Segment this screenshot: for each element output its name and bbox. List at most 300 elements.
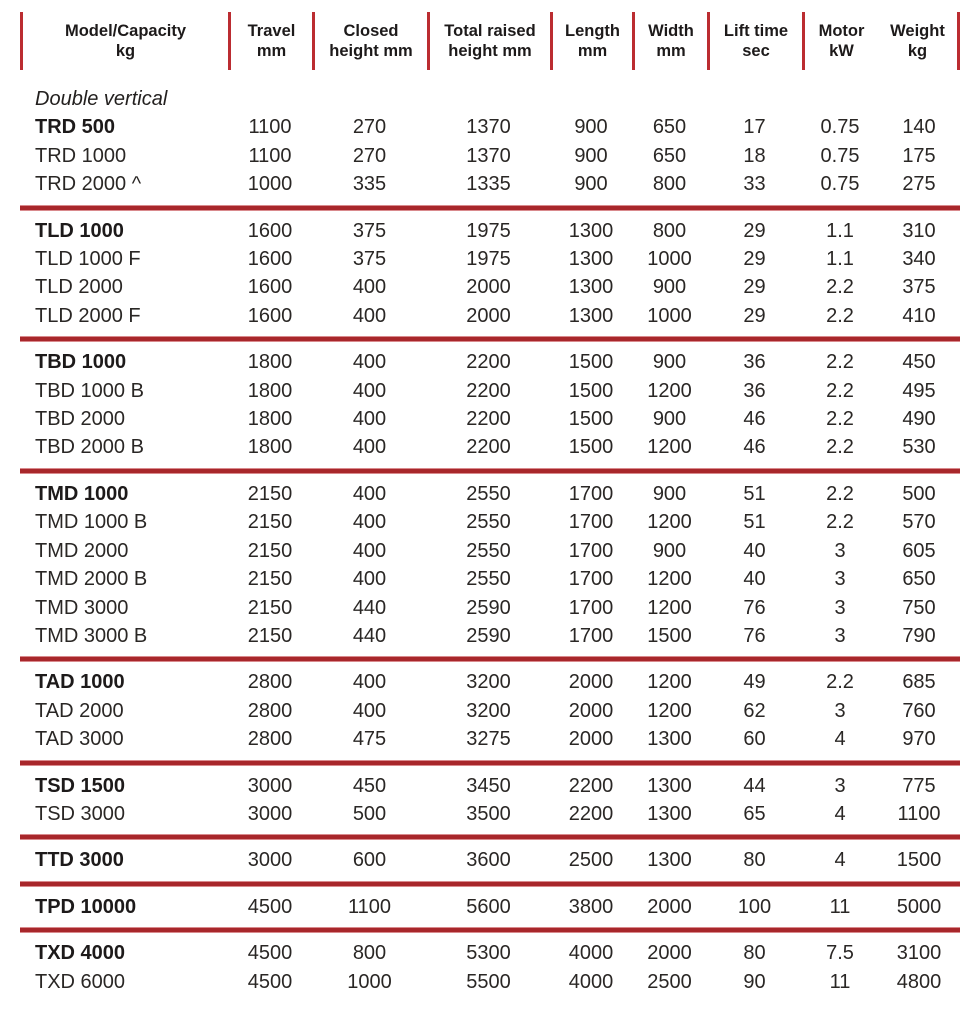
- cell-model: TAD 3000: [35, 728, 124, 751]
- cell-value: 4500: [247, 895, 293, 918]
- cell-value: 1335: [466, 173, 511, 196]
- column-header-line: Closed: [343, 22, 399, 40]
- cell-value: 270: [352, 144, 387, 167]
- cell-model: TRD 2000 ^: [35, 173, 142, 196]
- cell-value: 440: [352, 596, 387, 619]
- cell-value: 400: [352, 482, 387, 505]
- table-row: [20, 772, 960, 800]
- cell-value: 76: [743, 624, 766, 647]
- cell-model: TMD 1000 B: [35, 511, 148, 534]
- column-header-line: Travel: [247, 22, 296, 40]
- cell-value: 1800: [247, 379, 293, 402]
- table-row: [20, 480, 960, 508]
- cell-value: 40: [743, 568, 766, 591]
- cell-value: 2200: [466, 379, 511, 402]
- cell-value: 2000: [647, 895, 692, 918]
- table-row: [20, 302, 960, 330]
- cell-value: 3275: [466, 728, 511, 751]
- cell-value: 2590: [466, 624, 511, 647]
- table-row: [20, 142, 960, 170]
- cell-value: 1300: [647, 849, 692, 872]
- cell-value: 4: [834, 802, 846, 825]
- cell-value: 1800: [247, 436, 293, 459]
- cell-value: 1200: [647, 436, 692, 459]
- cell-model: TMD 1000: [35, 482, 129, 505]
- cell-value: 375: [352, 219, 387, 242]
- cell-value: 1100: [248, 116, 292, 139]
- column-header-line: sec: [742, 42, 770, 60]
- cell-value: 1500: [568, 408, 614, 431]
- spec-sheet-page: [0, 12, 980, 1036]
- cell-model: TBD 2000: [35, 408, 126, 431]
- cell-value: 140: [902, 116, 936, 139]
- cell-value: 500: [902, 482, 936, 505]
- cell-value: 1200: [647, 671, 692, 694]
- cell-value: 400: [352, 699, 387, 722]
- cell-value: 1200: [647, 511, 692, 534]
- cell-model: TMD 2000: [35, 539, 129, 562]
- cell-value: 3: [834, 699, 846, 722]
- column-header-line: Length: [565, 22, 620, 40]
- cell-value: 3: [834, 624, 846, 647]
- cell-value: 400: [352, 671, 387, 694]
- cell-value: 650: [652, 144, 687, 167]
- cell-value: 2500: [647, 970, 692, 993]
- cell-model: TRD 1000: [35, 144, 127, 167]
- cell-value: 51: [743, 511, 766, 534]
- cell-value: 275: [902, 173, 936, 196]
- table-row: [20, 968, 960, 996]
- table-row: [20, 846, 960, 874]
- cell-value: 650: [652, 116, 687, 139]
- column-header-line: Total raised: [444, 22, 536, 40]
- table-row: [20, 697, 960, 725]
- cell-model: TAD 2000: [35, 699, 124, 722]
- cell-value: 1700: [568, 482, 614, 505]
- cell-value: 80: [743, 942, 766, 965]
- cell-value: 2550: [466, 539, 511, 562]
- cell-value: 400: [352, 276, 387, 299]
- cell-value: 29: [743, 304, 766, 327]
- cell-value: 1700: [568, 596, 614, 619]
- cell-value: 80: [743, 849, 766, 872]
- cell-value: 4000: [568, 970, 614, 993]
- cell-value: 400: [352, 379, 387, 402]
- cell-value: 5000: [896, 895, 942, 918]
- cell-value: 2000: [568, 728, 614, 751]
- cell-value: 2800: [247, 728, 293, 751]
- cell-value: 1200: [647, 568, 692, 591]
- cell-value: 2200: [568, 774, 614, 797]
- cell-value: 900: [574, 173, 608, 196]
- cell-value: 3200: [466, 699, 511, 722]
- cell-value: 2.2: [826, 379, 854, 402]
- cell-value: 5600: [466, 895, 511, 918]
- cell-value: 1700: [568, 511, 614, 534]
- column-header-travel: [228, 12, 312, 70]
- table-group: [20, 887, 960, 927]
- cell-value: 400: [352, 304, 387, 327]
- cell-value: 500: [352, 802, 387, 825]
- cell-model: TPD 10000: [35, 895, 137, 918]
- cell-value: 375: [352, 248, 387, 271]
- column-header-line: height mm: [329, 42, 413, 60]
- cell-value: 900: [652, 482, 687, 505]
- cell-value: 2.2: [826, 671, 854, 694]
- cell-value: 60: [743, 728, 766, 751]
- cell-value: 650: [902, 568, 936, 591]
- cell-value: 18: [743, 144, 766, 167]
- cell-value: 760: [902, 699, 936, 722]
- table-row: [20, 939, 960, 967]
- table-row: [20, 217, 960, 245]
- cell-value: 410: [902, 304, 936, 327]
- cell-value: 1300: [568, 219, 614, 242]
- column-header-line: Lift time: [723, 22, 789, 40]
- cell-value: 33: [743, 173, 766, 196]
- cell-value: 750: [902, 596, 936, 619]
- cell-value: 2150: [247, 482, 293, 505]
- cell-value: 46: [743, 408, 766, 431]
- cell-value: 1000: [247, 173, 293, 196]
- cell-value: 51: [743, 482, 766, 505]
- cell-value: 1800: [247, 408, 293, 431]
- cell-value: 46: [743, 436, 766, 459]
- cell-value: 2550: [466, 568, 511, 591]
- cell-value: 685: [902, 671, 936, 694]
- cell-value: 900: [652, 539, 687, 562]
- cell-value: 570: [902, 511, 936, 534]
- cell-value: 1975: [466, 219, 511, 242]
- cell-value: 3: [834, 568, 846, 591]
- cell-model: TLD 1000: [35, 219, 124, 242]
- cell-value: 600: [352, 849, 387, 872]
- column-header-line: kg: [907, 42, 928, 60]
- cell-value: 3: [834, 539, 846, 562]
- cell-value: 0.75: [820, 144, 860, 167]
- column-header-line: Width: [648, 22, 694, 40]
- table-body: [20, 70, 960, 1002]
- cell-model: TLD 1000 F: [35, 248, 141, 271]
- cell-value: 1500: [647, 624, 692, 647]
- cell-value: 1500: [568, 351, 614, 374]
- cell-value: 2000: [466, 276, 511, 299]
- cell-value: 375: [902, 276, 936, 299]
- cell-value: 2200: [466, 436, 511, 459]
- cell-value: 1700: [568, 624, 614, 647]
- column-header-line: height mm: [448, 42, 532, 60]
- cell-value: 270: [352, 116, 387, 139]
- cell-value: 1500: [896, 849, 942, 872]
- column-header-model-capacity: [20, 12, 228, 70]
- cell-value: 65: [743, 802, 766, 825]
- table-row: [20, 433, 960, 461]
- cell-value: 2150: [247, 624, 293, 647]
- cell-value: 4: [834, 728, 846, 751]
- cell-model: TTD 3000: [35, 849, 124, 872]
- table-row: [20, 377, 960, 405]
- cell-value: 775: [902, 774, 936, 797]
- column-header-line: mm: [656, 42, 686, 60]
- cell-value: 1700: [568, 568, 614, 591]
- column-header-motor: [802, 12, 878, 70]
- cell-value: 490: [902, 408, 936, 431]
- cell-value: 1100: [248, 144, 292, 167]
- cell-model: TRD 500: [35, 116, 116, 139]
- cell-value: 2000: [466, 304, 511, 327]
- cell-value: 2800: [247, 671, 293, 694]
- column-header-closed-height: [312, 12, 427, 70]
- cell-value: 49: [743, 671, 766, 694]
- cell-value: 1200: [647, 379, 692, 402]
- cell-model: TSD 1500: [35, 774, 126, 797]
- cell-value: 2200: [466, 351, 511, 374]
- cell-value: 36: [743, 351, 766, 374]
- table-row: [20, 725, 960, 753]
- cell-value: 3800: [568, 895, 614, 918]
- cell-value: 2200: [568, 802, 614, 825]
- cell-value: 475: [352, 728, 387, 751]
- cell-value: 36: [743, 379, 766, 402]
- column-header-total-raised-height: [427, 12, 550, 70]
- cell-value: 900: [652, 351, 687, 374]
- cell-value: 11: [829, 970, 851, 993]
- cell-value: 2.2: [826, 351, 854, 374]
- cell-value: 29: [743, 276, 766, 299]
- cell-value: 2000: [647, 942, 692, 965]
- cell-value: 1300: [568, 248, 614, 271]
- cell-value: 1300: [647, 802, 692, 825]
- cell-value: 1975: [466, 248, 511, 271]
- cell-value: 1300: [647, 728, 692, 751]
- cell-value: 1300: [568, 304, 614, 327]
- cell-value: 3000: [247, 774, 293, 797]
- cell-value: 11: [829, 895, 851, 918]
- cell-value: 1600: [247, 304, 293, 327]
- cell-value: 1500: [568, 379, 614, 402]
- table-row: [20, 893, 960, 921]
- cell-model: TMD 3000: [35, 596, 129, 619]
- cell-value: 440: [352, 624, 387, 647]
- cell-model: TXD 6000: [35, 970, 126, 993]
- cell-value: 3500: [466, 802, 511, 825]
- cell-value: 62: [743, 699, 766, 722]
- table-group: [20, 211, 960, 337]
- column-header-line: kW: [829, 42, 854, 60]
- cell-value: 3000: [247, 849, 293, 872]
- cell-value: 29: [743, 219, 766, 242]
- cell-value: 1000: [647, 304, 692, 327]
- cell-value: 970: [902, 728, 936, 751]
- column-header-weight: [878, 12, 960, 70]
- table-row: [20, 405, 960, 433]
- cell-model: TBD 1000: [35, 351, 127, 374]
- cell-value: 400: [352, 568, 387, 591]
- cell-value: 400: [352, 351, 387, 374]
- cell-value: 1500: [568, 436, 614, 459]
- cell-value: 1200: [647, 596, 692, 619]
- cell-model: TBD 1000 B: [35, 379, 144, 402]
- cell-value: 17: [743, 116, 766, 139]
- table-row: [20, 273, 960, 301]
- cell-value: 1370: [466, 116, 511, 139]
- cell-value: 5500: [466, 970, 511, 993]
- cell-value: 2150: [247, 539, 293, 562]
- cell-value: 29: [743, 248, 766, 271]
- cell-model: TLD 2000 F: [35, 304, 141, 327]
- cell-value: 4500: [247, 970, 293, 993]
- cell-value: 2150: [247, 511, 293, 534]
- section-label: Double vertical: [35, 88, 168, 110]
- table-row: [20, 622, 960, 650]
- cell-value: 2150: [247, 596, 293, 619]
- table-group: [20, 933, 960, 1002]
- cell-value: 800: [652, 219, 687, 242]
- cell-value: 2.2: [826, 276, 854, 299]
- cell-value: 2590: [466, 596, 511, 619]
- cell-value: 1800: [247, 351, 293, 374]
- cell-model: TMD 3000 B: [35, 624, 148, 647]
- cell-value: 400: [352, 408, 387, 431]
- table-header: [20, 12, 960, 70]
- table-row: [20, 594, 960, 622]
- cell-value: 2.2: [826, 304, 854, 327]
- cell-value: 2.2: [826, 436, 854, 459]
- cell-model: TLD 2000: [35, 276, 123, 299]
- column-header-line: Motor: [818, 22, 865, 40]
- cell-value: 1100: [347, 895, 391, 918]
- cell-value: 2500: [568, 849, 614, 872]
- cell-value: 100: [737, 895, 772, 918]
- table-row: [20, 800, 960, 828]
- cell-value: 4: [834, 849, 846, 872]
- table-row: [20, 537, 960, 565]
- column-header-line: mm: [256, 42, 287, 60]
- cell-value: 3600: [466, 849, 511, 872]
- cell-value: 2800: [247, 699, 293, 722]
- cell-value: 3200: [466, 671, 511, 694]
- cell-model: TAD 1000: [35, 671, 125, 694]
- cell-value: 1600: [247, 276, 293, 299]
- cell-value: 1.1: [826, 219, 854, 242]
- table-group: [20, 474, 960, 656]
- cell-value: 340: [902, 248, 936, 271]
- table-group: [20, 70, 960, 205]
- cell-value: 900: [574, 116, 608, 139]
- cell-value: 44: [743, 774, 766, 797]
- table-row: [20, 170, 960, 198]
- cell-value: 400: [352, 436, 387, 459]
- cell-value: 900: [574, 144, 608, 167]
- cell-value: 1.1: [826, 248, 854, 271]
- cell-value: 1200: [647, 699, 692, 722]
- cell-value: 450: [902, 351, 936, 374]
- cell-value: 2200: [466, 408, 511, 431]
- cell-value: 90: [743, 970, 766, 993]
- cell-value: 530: [902, 436, 936, 459]
- column-header-line: Weight: [890, 22, 945, 40]
- table-group: [20, 662, 960, 759]
- cell-value: 900: [652, 408, 687, 431]
- cell-value: 2550: [466, 511, 511, 534]
- cell-value: 3000: [247, 802, 293, 825]
- table-group: [20, 840, 960, 880]
- cell-value: 790: [902, 624, 936, 647]
- cell-value: 5300: [466, 942, 511, 965]
- column-header-width: [632, 12, 707, 70]
- cell-value: 800: [652, 173, 687, 196]
- cell-value: 1300: [568, 276, 614, 299]
- cell-value: 3450: [466, 774, 511, 797]
- column-header-lift-time: [707, 12, 802, 70]
- cell-value: 40: [743, 539, 766, 562]
- cell-value: 1600: [247, 248, 293, 271]
- column-header-line: kg: [115, 42, 136, 60]
- cell-value: 3: [834, 596, 846, 619]
- cell-model: TXD 4000: [35, 942, 126, 965]
- cell-value: 2.2: [826, 408, 854, 431]
- cell-value: 4500: [247, 942, 293, 965]
- cell-value: 310: [902, 219, 936, 242]
- cell-model: TMD 2000 B: [35, 568, 148, 591]
- cell-value: 3: [834, 774, 846, 797]
- cell-value: 4800: [896, 970, 942, 993]
- cell-value: 0.75: [820, 116, 860, 139]
- table-row: [20, 113, 960, 141]
- cell-value: 4000: [568, 942, 614, 965]
- cell-value: 2000: [568, 671, 614, 694]
- cell-value: 450: [352, 774, 387, 797]
- cell-value: 76: [743, 596, 766, 619]
- cell-value: 2.2: [826, 511, 854, 534]
- cell-value: 1000: [347, 970, 392, 993]
- cell-value: 1300: [647, 774, 692, 797]
- table-row: [20, 245, 960, 273]
- cell-value: 1000: [647, 248, 692, 271]
- cell-value: 2550: [466, 482, 511, 505]
- table-row: [20, 348, 960, 376]
- table-row: [20, 565, 960, 593]
- cell-value: 400: [352, 539, 387, 562]
- cell-value: 1370: [466, 144, 511, 167]
- cell-value: 1100: [897, 802, 941, 825]
- cell-value: 1600: [247, 219, 293, 242]
- table-row: [20, 508, 960, 536]
- column-header-line: Model/Capacity: [64, 22, 187, 40]
- cell-value: 900: [652, 276, 687, 299]
- column-header-line: mm: [577, 42, 608, 60]
- column-header-length: [550, 12, 632, 70]
- table-row: [20, 668, 960, 696]
- cell-value: 0.75: [820, 173, 860, 196]
- cell-value: 7.5: [826, 942, 854, 965]
- cell-value: 495: [902, 379, 936, 402]
- cell-value: 2.2: [826, 482, 854, 505]
- cell-value: 2150: [247, 568, 293, 591]
- cell-value: 175: [902, 144, 936, 167]
- table-group: [20, 766, 960, 835]
- table-group: [20, 342, 960, 468]
- cell-model: TSD 3000: [35, 802, 126, 825]
- cell-value: 335: [352, 173, 387, 196]
- cell-value: 2000: [568, 699, 614, 722]
- cell-value: 3100: [896, 942, 942, 965]
- cell-value: 1700: [568, 539, 614, 562]
- cell-model: TBD 2000 B: [35, 436, 144, 459]
- cell-value: 800: [352, 942, 387, 965]
- cell-value: 605: [902, 539, 936, 562]
- cell-value: 400: [352, 511, 387, 534]
